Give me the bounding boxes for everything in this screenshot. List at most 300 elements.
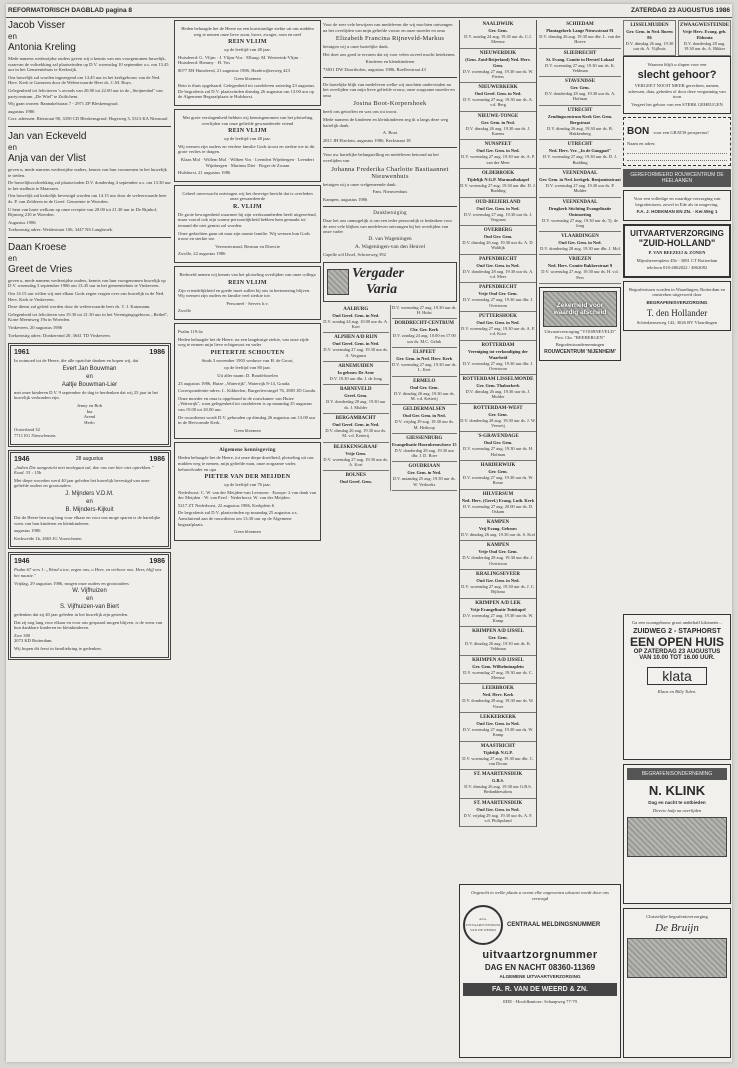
text: Gelegenheid tot feliciteren van 19.30 tot 21.30 uur in het Verenigingsgebouw ,,Bethel'', Korte Meentweg 19a in Woerden. [8,311,169,323]
church-service-listing [460,742,536,771]
name: D. van Wageningen [368,236,412,243]
church-service-time: D.V. zondag 24 aug. 10.00 en 17.00 uur ds. M.C. Geluk [392,333,456,344]
church-place: MAASTRICHT [480,743,516,749]
church-service-listing [392,377,458,406]
church-service-time: D.V. dinsdag 26 aug. 19.30 uur G.B.S. Bedankbesalons [464,784,532,795]
name: S. Vijfhuizen-van Biert [60,604,119,611]
text: augustus 1986 [14,528,41,534]
church-service-time: D.V. woensdag 27 aug. 19.30 uur ds. A. v.d. Berg [463,97,533,108]
name: A. Wageningen-van den Heuvel [354,243,426,250]
church-place: STAVENISSE [564,79,596,85]
text: Toekomstig adres: Donkereind 20, 3641 TD Vinkeveen. [8,332,111,338]
announcement-eckeveld [8,131,171,233]
ad-text: Schiedamseweg 142, 3026 BV Vlaardingen [636,319,718,325]
church-congregation: Ger. Gem. Wilhelminaplein [472,663,524,669]
text: met onze kinderen D.V. 9 september de dag te herdenken dat wij 25 jaar in het huwelijk verbonden zijn. [14,389,158,401]
church-service-listing [460,83,536,112]
church-congregation: Vrije Herv. Evang. geb. Ebbouta [682,29,727,40]
announcement-visser [8,20,171,122]
divider [8,126,171,127]
church-service-listing [392,405,458,434]
church-congregation: Tijdelijk N.G.P. [483,749,513,755]
address: Capelle a/d IJssel, Schroeweg 392 [323,252,386,258]
ad-de-bruijn [623,908,731,1058]
church-service-listing [460,713,536,742]
coupon-line [627,148,727,154]
church-congregation: Ned. Herv. Ver. ,,In de Gangpad'' [548,148,612,154]
text: geven u, mede namens wederzijdse ouders, kennis van hun voorgenomen huwelijk op D.V. woensdag 3 september 1986 om 13.45 uur in het gemeentehuis te Vinkeveen. [8,277,166,289]
ad-coupon [623,117,731,167]
church-congregation: Ned. Herv. (Geref.) Evang. Luth. Kerk [461,497,535,503]
text: Heden behaagde het de Heere, na een langdurige ziekte, van onze zijde weg te nemen mijn lieve echtgenoot en vader [178,336,309,348]
ad-heelaanen [623,190,731,221]
ad-text: ALGEMENE UITVAARTVERZORGING [499,974,581,980]
church-place: ERMELO [413,378,436,384]
logo-text: Varia [366,281,398,297]
column-church-services-2 [539,20,621,364]
church-service-listing [460,656,536,685]
thanks-boot [323,82,457,144]
church-service-listing [323,333,389,362]
name: Anja van der Vlist [8,152,86,164]
church-service-time: D.V. dinsdag 26 aug. 19.30 uur ds. J. Karens [465,125,531,137]
church-service-time: D.V. donderdag 28 aug. 19.30 uur ds. J. W. Verweij [460,417,536,429]
church-place: KAMPEN [486,543,510,549]
ad-headline: T. den Hollander [646,307,708,318]
church-congregation: Plantagekerk Lange Nieuwstraat 91 [546,28,614,33]
deceased-name: REIN VLIJM [228,128,267,135]
text: Dat de Heere hen nog lang voor elkaar en voor ons moge sparen is de hartelijke wens van hun kinderen en kleinkinderen. [14,514,161,526]
church-service-time: D.V. donderdag 28 aug. 19.30 uur ds. W. Visser [462,698,534,709]
church-place: DORDRECHT-CENTRUM [394,321,455,327]
church-place: LEKKERKERK [479,714,517,720]
page-header [6,4,732,18]
church-service-time: D.V. maandag 25 aug. 19.30 uur ds. W. Verhoeks [392,476,456,487]
name: W. Vijfhuizen [72,588,107,595]
church-congregation: Oud Geref. Gem. [339,479,372,485]
church-service-time: D.V. woensdag 27 aug. 19.30 uur dhr. J. Overtoom [462,360,534,371]
date: 28 augustus [75,455,104,462]
church-service-listing [460,255,536,284]
church-listing [460,20,536,827]
deceased-name: REIN VLIJM [228,39,267,46]
church-service-time: D.V. dinsdag 26 aug. 19.30 uur ds. M. v.d. Ketterij [325,427,387,439]
church-place: ROTTERDAM LISSELMONDE [462,377,534,383]
deceased-name: Josina Boot-Korpershoek [353,100,427,108]
year: 1946 [14,558,30,566]
church-place: ALPHEN A/D RIJN [334,335,378,341]
church-service-time: D.V. woensdag 27 aug. 19.30 uur ds. P. Mulder [545,182,615,194]
church-service-time: D.V. woensdag 27 aug. 19.30 uur ds. D. J. Budding [543,154,617,165]
text: Mede namens wederzijdse ouders geven wij u kennis van ons voorgenomen huwelijk, waarvan de voltrekking zal plaatsvinden op D.V. woensdag 10 september a.s. om 13.45 uur in het Gemeentehuis te Kerkwijk. [8,56,169,73]
church-place: ARNEMUIDEN [338,364,374,370]
jubilee-vijfhuizen [8,552,171,659]
text: Geheel onverwacht ontvingen wij het droevige bericht dat is overleden onze gewaardeerde [182,190,313,202]
ad-headline: uitvaartzorgnummer [482,949,598,962]
year: 1961 [14,349,30,357]
column-obituaries [174,20,321,544]
year: 1946 [14,455,30,463]
church-service-listing [323,362,389,385]
text: op de leeftijd van 76 jaar. [224,482,271,488]
church-service-time: D.V. woensdag 27 aug. 19.30 uur ds. C. Meeuse [463,669,533,681]
church-place: KRALINGSEVEER [476,571,520,577]
church-service-listing [460,112,536,141]
text: Voor de zeer vele bewijzen van medeleven die wij mochten ontvangen na het overlijden van mijn geliefde vrouw en onze moeder en oma [323,22,453,33]
church-place: HILVERSUM [482,491,514,497]
church-listing [539,20,621,284]
text: Bedroefd nemen wij kennis van het plotseling overlijden van onze collega [179,272,316,278]
church-service-time: D.V. donderdag 28 aug. 19.30 uur ds. A. v.d. Meer [462,268,534,280]
church-service-listing [460,432,536,461]
newspaper-page [6,4,732,1062]
church-congregation: Oud Ger. Gem. in Ned. [476,806,520,812]
address: 5217 ZT Nederhorst, 22 augustus 1986, Kerkplein 6 [178,502,274,508]
ad-image [543,291,617,327]
church-place: GELDERMALSEN [402,407,446,413]
thanks-wageningen [323,211,457,258]
ad-subhead: ZUIDWEG 2 - STAPHORST [633,627,721,635]
church-place: 'S-GRAVENDAGE [477,434,519,440]
church-place: OUD-BEIJERLAND [475,199,521,205]
year: 1986 [149,455,165,463]
obituary-schouten [174,323,321,439]
church-congregation: Ger. Gem. [488,635,508,641]
deceased-name: Johanna Frederika Charlotte Bastiaannet Nieuwenhuis [331,165,449,180]
church-service-listing [460,341,536,376]
church-listing [623,20,731,56]
church-service-time: D.V. zondag 24 aug. 10.00 uur ds. A. Kort [323,318,389,330]
ad-headline: Zekerheid voor waardig afscheid [553,302,607,317]
church-service-listing [539,198,621,233]
church-service-time: D.V. woensdag 27 aug. 20.00 uur ds. D. Oskam [462,503,534,514]
church-congregation: Tijdelijk N.G.P. Maranathakapel [466,176,530,182]
church-service-listing [460,20,536,49]
text: Heden behaagde het de Heere na een kortstondige ziekte uit ons midden weg te nemen onze lieve zoon, broer, zwager, oom en neef [181,26,314,37]
obituary-vlijm-1 [174,20,321,106]
church-service-time: D.V. dinsdag 26 aug. 19.30 uur ds. S. Krol [460,532,536,538]
church-service-time: D.V. woensdag 27 aug. 19.30 uur ds. K. Veldman [544,62,616,73]
church-service-time: D.V. woensdag 27 aug. 19.30 uur ds. H. Hofman [462,446,534,457]
church-congregation: Ger. Gem. in Ned. kerkgeb. Benjaminstraat [539,176,621,182]
ad-subhead: OP ZATERDAG 23 AUGUSTUS [633,648,721,655]
name: Jan van Eckeveld [8,130,87,142]
text: Onze gedachten gaan uit naar zijn naaste familie. Wij wensen hun Gods troost en sterkte toe. [178,230,310,242]
ad-text: Ongeacht in welke plaats u woont elke ongewonen uitvaart wordt door ons verzorgd [471,890,609,901]
text: Psalm 67 vers 1: ,,Wend u toe, zegen ons, o Heer, en verhoor ons. Heer, blijf ons het naaste.'' [14,567,162,578]
church-congregation: Drugkerk Stichting Evangelisatie Ontmoeting [548,205,612,217]
ad-uitvaart-zuid-holland [623,224,731,278]
church-service-listing [539,77,621,106]
amp: en [86,498,93,505]
text: Wij wensen zijn ouders en verdere familie Gods troost en sterkte toe in dit grote verlies te dragen. [178,143,315,155]
ad-headline: "ZUID-HOLLAND" [638,237,716,248]
church-place: ELSPEET [412,350,436,356]
name: Antonia Kreling [8,42,76,53]
text: op de leeftijd van 48 jaar. [224,47,271,53]
church-congregation: Oud Ger. Gem. [483,440,513,446]
church-service-listing [539,169,621,198]
text: A. Boot [382,130,398,136]
church-service-time: D.V. dinsdag 26 aug. 19.30 uur ds. M. v.d. Ketterij [393,390,455,401]
church-congregation: (Gem. Zuid-Beijerland) Ned. Herv. Gem. [465,56,531,68]
ad-text: Waarom blijft u slapen voor een [647,61,707,67]
church-place: ROTTERDAM-WEST [473,405,523,411]
obituary-vlijm-2 [174,109,321,182]
divider [323,206,457,207]
ad-text: EDE - Hoofdkantoor: Schaapweg 77-79 [503,998,577,1004]
church-place: PAPENDRECHT [479,256,517,262]
church-congregation: Ger. Gem. [488,28,508,33]
church-service-listing [623,20,676,56]
text: Psalm 119:4a [178,329,203,334]
church-congregation: Chr. Ger. Kerk [410,327,439,333]
divider [323,147,457,148]
ad-text: Directe hulp na overlijden [652,807,702,813]
ad-text: BEGRAFENISVERZORGING [646,299,708,305]
church-congregation: Oud Ger. Gem. in Ned. [476,577,520,583]
ad-text: Voor een volledige en waardige verzorging van begrafenissen, zowel in Ede als in omgeving. [633,196,721,207]
text: Correspondentie-adres: L. Kikkerlen, Burgerlewsingel 76, 2805 JD Gouda. [178,388,317,394]
column-thanks [323,20,457,491]
church-service-listing [678,20,731,56]
church-service-time: D.V. dinsdag 26 aug. 19.30 uur ds. A. Vijfhuis [625,41,674,52]
church-place: PAPENDRECHT [479,285,517,291]
church-service-listing [323,385,389,414]
church-congregation: Ger. Gem. [488,468,508,474]
ad-headline: De Bruijn [655,921,699,934]
church-congregation: Oud Ger. Gem. in Ned. [402,413,446,419]
church-service-time: D.V. dinsdag 26 aug. 19.30 uur ds. K. Veldman [464,641,532,652]
church-service-listing [323,414,389,443]
church-service-time: D.V. woensdag 27 aug. 19.30 uur ds. H. v.d. Pers [541,269,619,280]
deceased-name: REIN VLIJM [228,279,267,286]
church-service-listing [392,319,458,348]
church-service-time: D.V. dinsdag 26 aug. 19.30 uur ds. J. Mulder [465,389,531,400]
text: Ons huwelijk zal kerkelijk bevestigd worden om 14.15 uur door de weleerwaarde heer ds. P. van Zelderen in de Geref. Gemeente te Woerden. [8,193,167,204]
ad-text: Christelijke begrafenisverzorging [646,914,708,919]
church-place: NUNSPEET [484,142,512,148]
church-service-time: D.V. woensdag 27 aug. 19.30 uur ds. L. Kret [391,362,457,373]
church-place: KRIMPEN A/D IJSSEL [472,657,524,663]
church-congregation: Ger. Gem. in Ned. Herv. Kerk [396,356,453,362]
church-place: UTRECHT [567,142,593,148]
church-place: PUTTERSHOEK [478,313,518,319]
church-service-listing [460,490,536,519]
ad-headline: UITVAARTVERZORGING [630,228,724,238]
address: Kampen, augustus 1986 [323,196,368,202]
deceased-name: Elizabeth Francina Rijneveld-Markus [335,35,445,43]
ad-text: Uitvaartverzorging "VOORNEVELD" Prot. Chr. "REEBERGEN" [544,329,616,340]
church-congregation: Oud Geref. Gem. in Ned. [332,421,380,427]
church-service-time: D.V. donderdag 28 aug. 19.30 uur dhr. J. Mol [540,246,620,252]
address: 2811 JH Elzeloin, augustus 1986, Kerkstraat 18 [323,137,411,143]
vergader-varia-logo [323,262,457,302]
church-service-listing [460,541,536,570]
logo-text: Vergader [352,265,405,281]
text: Augustus 1986 [8,219,36,225]
ad-subhead: VAN 10.00 TOT 16.00 UUR. [639,654,715,661]
family: Nederhorst: C. W. van der Meijden-van Leeuwen · Europe: 2 van dank van der Meijden · W. van Eerd · Nederhorst: W. van der Meijden [178,489,317,501]
ad-text: Vergeet het gehoor van een STERK GEHEUGEN [631,101,723,107]
text: betuigen wij u onze welgemeende dank. [323,181,397,187]
church-service-listing [539,106,621,141]
church-congregation: Vereniging tot verkondiging der Waarheid [468,348,528,360]
church-congregation: Ger. Gem. [488,411,508,417]
text: Ons huwelijk zal worden ingezegend om 14.45 uur in het kerkgebouw van de Ned. Herv. Kerk te Gameren door de Weleerwaarde Heer ds. C.M. Buys. [8,74,161,86]
ad-open-huis [623,614,731,760]
church-place: BERGAMBACHT [335,415,376,421]
church-service-time: D.V. woensdag 27 aug. 19.30 uur dhr. C. van Doorn [462,755,534,766]
church-place: GOUDRIAAN [408,464,440,470]
ad-headline: slecht gehoor? [637,69,717,82]
church-place: BARNEVELD [340,387,372,393]
ad-headline: EEN OPEN HUIS [629,634,725,649]
church-place: OVERBERG [483,228,513,234]
text: Corr. adressen: Rietstraat 90, 3350 CD Bleskensgraaf; Hogeweg 3, 5313 KA Nieuwaal [8,116,168,122]
announcement-kroese [8,242,171,338]
church-congregation: Ger. Gem. in Ned. [481,119,515,125]
church-place: BOLNES [345,473,366,479]
text: gedenken dat zij 40 jaar geleden in het huwelijk zijn getreden. [14,612,129,618]
church-service-time: D.V. woensdag 27 aug. 19.30 uur ds. A. F. v.d. Koor [460,325,536,337]
ad-phone: DAG EN NACHT 08360-11369 [484,963,596,973]
church-congregation: Oud Ger. Gem. in Ned. [476,205,520,211]
church-service-time: D.V. dinsdag 26 aug. 19.30 uur ds. A. D. Waldijk [462,240,534,251]
text: Voor uw hartelijke belangstelling en medeleven betoond na het overlijden van [323,152,439,163]
text: Toekomstig adres: Weidestraat 106, 3447 NS Langbroek. [8,227,114,233]
church-place: VRIEZEN [568,257,592,263]
coupon-label: Naam en adres: [627,140,656,146]
church-place: LISSELMUIDEN [630,23,669,28]
text: op de leeftijd van 48 jaar. [224,136,271,142]
name: J. Mijnders V.D.M. [65,490,114,497]
church-congregation: Oud Ger. Gem. in Ned. [558,240,602,246]
church-service-listing [539,49,621,78]
church-place: SCHIEDAM [566,22,594,27]
van-de-weerd-logo [463,905,503,945]
heading: Algemene kennisgeving [219,448,276,454]
church-service-time: D.V. woensdag 27 aug. 19.30 uur ds. W. Pieters [462,68,534,79]
deceased-name: PIETERTJE SCHOUTEN [210,349,285,356]
church-place: VEENENDAAL [562,170,598,176]
text: Zijn vriendelijkheid en goede inzet zullen bij ons in herinnering blijven. Wij wensen zijn ouders en familie veel sterkte toe. [178,287,311,299]
church-place: BLESKENSGRAAF [333,444,378,450]
column-church-services-1 [459,20,537,827]
family: Uit aller naam: D. Boudelstoelen [217,372,278,378]
text: De huwelijksvoltrekking zal plaatsvinden D.V. donderdag 4 september a.s. om 13.30 uur in het stadhuis te Maarssen. [8,180,171,191]
church-service-time: D.V. woensdag 27 aug. 19.30 uur dhr. J. Overtoom [462,297,534,308]
church-service-time: D.V. donderdag 28 aug. 19.30 uur ds. J. Mulder [325,399,386,410]
church-service-listing [460,226,536,255]
ad-text: F.A. J. HOEKMAN EN ZN. · Ker.Weg 1 [636,209,718,215]
church-service-listing [539,20,621,49]
ad-den-hollander [623,281,731,331]
text: Het doet ons goed te ervaren dat zij voor velen zoveel mocht betekenen. [323,51,456,57]
family: Huisdeerd: G. Vlijm · J. Vlijm-Vos · Elburg: M. Westerink-Vlijm · Huisdeerd: Bieumy · H. Vos [178,54,301,66]
jubilee-bouwman [8,343,171,446]
text: Wij hopen dit feest in familiekring te gedenken. [14,646,102,652]
church-service-time: D.V. vrijdag 29 aug. 19.30 uur ds. A. F. v.d. Philipsland [463,812,533,824]
church-congregation: Evangelisatie Hoornbrouwhove 15 [391,441,457,447]
ad-text: P. VAN BEEZEIJ & ZONEN [648,249,706,255]
text: Geen bloemen [234,75,261,81]
church-congregation: In gebouw De Arne [337,370,374,376]
church-service-listing [323,305,389,334]
church-congregation: Oud Ger. Gem. in Ned. [476,148,520,154]
header-right: ZATERDAG 23 AUGUSTUS 1986 [631,7,730,14]
name: Jacob Visser [8,20,66,31]
text: Daar het ons onmogelijk is om een ieder persoonlijk te bedanken voor de zeer vele blijken van medeleven ontvangen bij het overlijden van onze vader [323,218,452,235]
church-service-listing [460,312,536,341]
address: Zwolle [178,308,192,314]
text: Mede namens de kinderen en kleinkinderen zeg ik u langs deze weg hartelijk dank. [323,116,449,128]
church-congregation: Zendingscentrum Kerk Ger. Gem. Bergstraat [547,113,613,125]
deceased-name: R. VLIJM [233,203,262,210]
church-service-listing [539,232,621,255]
church-service-listing [539,140,621,169]
church-place: ROTTERDAM [481,342,515,348]
church-place: ZWAAGWESTEINDE [679,23,730,28]
address: Zwolle, 22 augustus 1986 [178,251,226,257]
name: Greet de Vries [8,263,73,275]
text: op de leeftijd van 80 jaar. [224,365,271,371]
text: Vinkeveen, 20 augustus 1986 [8,325,63,331]
church-service-listing [460,684,536,713]
church-service-listing [392,434,458,463]
text: De begrafenis zal D.V. plaatsvinden op maandag 25 augustus a.s. Aansluitend aan de rouwdienst om 13.30 uur op de Algemene begraafplaats. [178,510,298,527]
coupon-text: voor een GRATIS prospectus! [653,129,709,135]
text: Onze moeder en oma is opgebaard in de rouwkamer van Huize ,,Waterrijk'', waar gelegenheid tot condoleren is op maandag 25 augustus van 19.00 tot 20.00 uur. [178,395,312,412]
column-announcements [8,20,171,663]
header-left: REFORMATORISCH DAGBLAD pagina 8 [8,7,132,14]
column-ads [623,20,731,334]
text: In ootmoed tot de Heere, die alle opzichte danken en hopen wij, dat [14,358,139,364]
name: B. Mijnders-Kijkuit [65,506,114,513]
church-congregation: G.B.S. [491,778,505,784]
church-service-time: D.V. donderdag 28 aug. 19.30 uur ds. A. Hofman [544,91,616,102]
divider [323,77,457,78]
ad-image [627,938,727,978]
church-service-listing [460,49,536,84]
church-service-time: D.V. woensdag 27 aug. 19.30 uur ds. H. Hulst [391,304,457,316]
text: De rouwdienst wordt D.V. gehouden op dinsdag 26 augustus om 13.00 uur in de Hervormde Kerk. [178,414,316,426]
address: Hulshorst, 21 augustus 1986 [178,170,231,176]
church-service-time: D.V. 19.30 uur dhr. J. de Jong [329,376,382,382]
church-place: VLAARDINGEN [561,234,599,240]
ad-text: Dag en nacht te ontbieden [648,800,706,805]
address: Oosterland 32 7711 EG Nieuwleusen. [14,427,57,438]
church-service-time: D.V. dinsdag 26 aug. 19.30 uur ds. B. Hakkenberg [547,125,613,137]
ad-klink [623,764,731,904]
church-service-listing [392,462,458,491]
divider [8,237,171,238]
church-congregation: Oud Geref. Gem. in Ned. [474,91,522,97]
address: 8077 EH Huisdeerd, 21 augustus 1986, Hardewijkerweg 423 [178,67,290,73]
church-service-listing [460,518,536,541]
logo-text: ALG. UITVAARTCENTRUM VAN DE WEERD [465,917,501,932]
church-service-listing [460,283,536,312]
church-service-listing [460,404,536,433]
ad-text: Klaas en Billy Tulen. [657,688,697,694]
church-service-time: D.V. woensdag 27 aug. 19.30 uur dhr. D. J. Budding [460,182,536,194]
church-congregation: Vrije Gem. [345,450,367,456]
amp: en [8,253,17,263]
klata-logo: klata [647,667,707,685]
church-place: KRIMPEN A/D IJSSEL [472,629,524,635]
church-congregation: Oud Ger. Gem. in Ned. [476,319,520,325]
church-service-listing [460,375,536,404]
